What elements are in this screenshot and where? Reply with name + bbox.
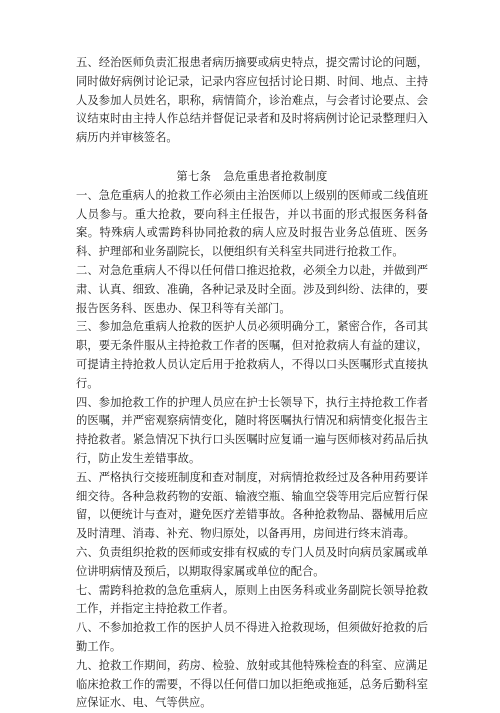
section-heading [76,168,428,187]
rule-item-5: 五、严格执行交接班制度和查对制度，对病情抢救经过及各种用药要详细交待。各种急救药物的安瓿、输液空瓶、输血空袋等用完后应暂行保留，以便统计与查对，避免医疗差错事故。各种抢救物品、器械用后应及时清理、消毒、补充、物归原处，以备再用，房间进行终末消毒。 [76,470,428,541]
section-title: 急危重患者抢救制度 [223,169,328,183]
document-page [76,54,428,713]
rule-item-3: 三、参加急危重病人抢救的医护人员必须明确分工，紧密合作，各司其职，要无条件服从主持抢救工作者的医嘱，但对抢救病人有益的建议，可提请主持抢救人员认定后用于抢救病人，不得以口头医嘱形式直接执行。 [76,320,428,390]
rule-item-7: 七、需跨科抢救的急危重病人，原则上由医务科或业务副院长领导抢救工作，并指定主持抢救工作者。 [76,583,428,616]
intro-paragraph: 五、经治医师负责汇报患者病历摘要或病史特点，提交需讨论的问题，同时做好病例讨论记录，记录内容应包括讨论日期、时间、地点、主持人及参加人员姓名，职称，病情简介，诊治难点，与会者讨论要点、会议结束时由主持人作总结并督促记录者和及时将病例讨论记录整理归入病历内并审核签名。 [76,56,428,145]
rule-item-6: 六、负责组织抢救的医师或安排有权威的专门人员及时向病员家属或单位讲明病情及预后，以期取得家属或单位的配合。 [76,545,428,578]
rule-item-9: 九、抢救工作期间，药房、检验、放射或其他特殊检查的科室、应满足临床抢救工作的需要，不得以任何借口加以拒绝或拖延，总务后勤科室应保证水、电、气等供应。 [76,658,428,710]
section-number: 第七条 [176,169,212,183]
rule-item-8: 八、不参加抢救工作的医护人员不得进入抢救现场，但须做好抢救的后勤工作。 [76,621,428,653]
rule-item-2: 二、对急危重病人不得以任何借口推迟抢救，必须全力以赴，并做到严肃、认真、细致、准确，各种记录及时全面。涉及到纠纷、法律的，要报告医务科、医患办、保卫科等有关部门。 [76,263,428,315]
rule-item-1: 一、急危重病人的抢救工作必须由主治医师以上级别的医师或二线值班人员参与。重大抢救，要向科主任报告，并以书面的形式报医务科备案。特殊病人或需跨科协同抢救的病人应及时报告业务总值班、医务科、护理部和业务副院长，以便组织有关科室共同进行抢救工作。 [76,188,428,259]
rule-item-4: 四、参加抢救工作的护理人员应在护士长领导下，执行主持抢救工作者的医嘱，并严密观察病情变化，随时将医嘱执行情况和病情变化报告主持抢救者。紧急情况下执行口头医嘱时应复诵一遍与医师核对药品后执行，防止发生差错事故。 [76,395,428,465]
